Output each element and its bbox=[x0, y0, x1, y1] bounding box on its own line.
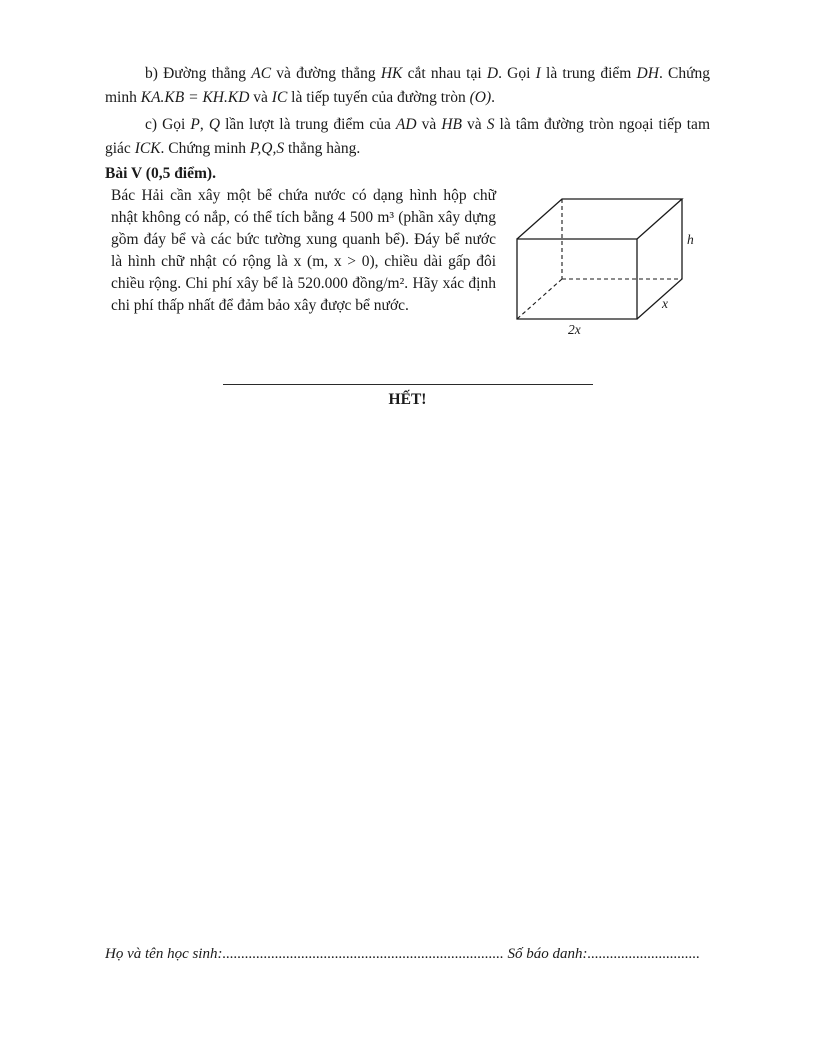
cuboid-right-face bbox=[637, 199, 682, 319]
candidate-number-label: Số báo danh:.............................. bbox=[503, 946, 700, 962]
section-v-block bbox=[105, 185, 710, 348]
end-marker: HẾT! bbox=[388, 391, 427, 409]
cuboid-figure bbox=[510, 189, 710, 344]
footer-line bbox=[105, 946, 710, 963]
figure-label-width: x bbox=[662, 296, 668, 312]
section-v-heading: Bài V (0,5 điểm). bbox=[105, 165, 216, 183]
figure-label-length: 2x bbox=[568, 322, 581, 338]
paragraph-part-c: c) Gọi P, Q lần lượt là trung điểm của AD và HB và S là tâm đường tròn ngoại tiếp tam giác ICK. Chứng minh P,Q,S thẳng hàng. bbox=[105, 116, 710, 158]
end-separator-line bbox=[223, 384, 593, 385]
figure-label-height: h bbox=[687, 232, 694, 248]
paragraph-part-b: b) Đường thẳng AC và đường thẳng HK cắt nhau tại D. Gọi I là trung điểm DH. Chứng minh KA.KB = KH.KD và IC là tiếp tuyến của đường tròn (O). bbox=[105, 65, 711, 107]
section-v-body: Bác Hải cần xây một bể chứa nước có dạng hình hộp chữ nhật không có nắp, có thể tích bằng 4 500 m³ (phần xây dựng gồm đáy bể và các bức tường xung quanh bể). Đáy bể nước là hình chữ nhật có rộng là x (m, x > 0), chiều dài gấp đôi chiều rộng. Chi phí xây bể là 520.000 đồng/m². Hãy xác định chi phí thấp nhất để đảm bảo xây được bể nước. bbox=[111, 187, 496, 315]
cuboid-top-face bbox=[517, 199, 682, 239]
cuboid-diagram bbox=[510, 189, 710, 339]
student-name-label: Họ và tên học sinh:........................................................................... bbox=[105, 946, 504, 962]
